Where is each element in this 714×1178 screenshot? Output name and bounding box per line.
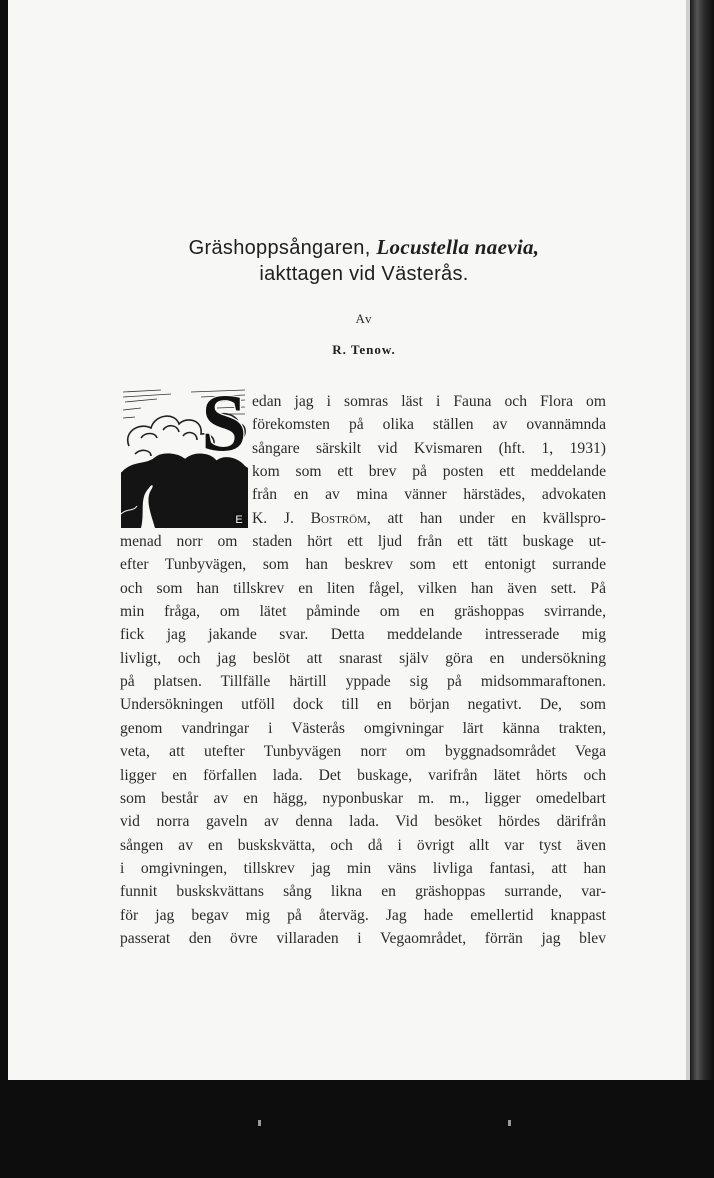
scan-speck <box>508 1120 511 1126</box>
text-line: veta, att utefter Tunbyvägen norr om byggnadsområdet Vega <box>120 743 606 761</box>
text-line: vid norra gaveln av denna lada. Vid besöket hördes därifrån <box>120 813 606 831</box>
text-line: genom vandringar i Västerås omgivningar lärt känna trakten, <box>120 719 606 737</box>
text-line: sången av en buskskvätta, och då i övrigt allt var tyst även <box>120 836 606 854</box>
text-line: i omgivningen, tillskrev jag min väns livliga fantasi, att han <box>120 859 606 877</box>
scan-speck <box>258 1120 261 1126</box>
text-fragment: K. J. <box>252 509 311 527</box>
text-line: kom som ett brev på posten ett meddelande <box>252 463 606 481</box>
article-title <box>120 234 608 287</box>
person-name: Boström <box>310 509 367 527</box>
text-line: för jag begav mig på återväg. Jag hade emellertid knappast <box>120 906 606 924</box>
byline-author: R. Tenow. <box>332 342 396 357</box>
article-body <box>120 390 606 950</box>
byline-av: Av <box>355 311 373 326</box>
text-line: edan jag i somras läst i Fauna och Flora om <box>252 393 606 410</box>
text-line: från en av mina vänner härstädes, advokaten <box>252 486 606 504</box>
text-line: min fråga, om lätet påminde om en gräshoppas svirrande, <box>120 603 606 621</box>
text-line: passerat den övre villaraden i Vegaområdet, förrän jag blev <box>120 929 606 947</box>
text-line: fick jag jakande svar. Detta meddelande intresserade mig <box>120 626 606 644</box>
text-line: menad norr om staden hört ett ljud från ett tätt buskage ut- <box>120 533 606 551</box>
title-common-name: Gräshoppsångaren, <box>188 237 377 259</box>
artist-initials: E <box>235 514 243 526</box>
text-line: Undersökningen utföll dock till en början negativt. De, som <box>120 696 606 714</box>
text-line <box>252 507 606 530</box>
text-line: som består av en hägg, nyponbuskar m. m., ligger omedelbart <box>120 789 606 807</box>
scan-border <box>690 0 714 1080</box>
text-line: och som han tillskrev en liten fågel, vilken han även sett. På <box>120 579 606 597</box>
text-fragment: , att han under en kvällspro- <box>366 509 606 527</box>
text-line: på platsen. Tillfälle härtill yppade sig på midsommaraftonen. <box>120 673 606 691</box>
text-line: efter Tunbyvägen, som han beskrev som ett entonigt surrande <box>120 556 606 574</box>
text-line: ligger en förfallen lada. Det buskage, varifrån lätet hörts och <box>120 766 606 784</box>
title-line-1 <box>120 234 608 261</box>
initial-letter: S <box>201 388 247 468</box>
title-latin-name: Locustella naevia, <box>376 235 540 259</box>
title-line-2: iakttagen vid Västerås. <box>259 263 469 285</box>
text-line: sångare särskilt vid Kvismaren (hft. 1, 1931) <box>252 439 606 457</box>
text-line: förekomsten på olika ställen av ovannämnda <box>252 416 606 434</box>
text-line: funnit buskskvättans sång likna en gräshoppas surrande, var- <box>120 883 606 901</box>
text-line: livligt, och jag beslöt att snarast själv göra en undersökning <box>120 649 606 667</box>
